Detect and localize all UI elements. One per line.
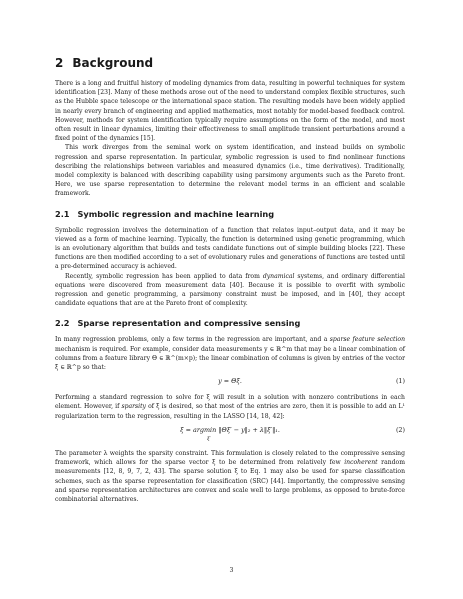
subsection-title: Sparse representation and compressive sensing <box>77 318 301 329</box>
symbolic-regression-paragraph-1: Symbolic regression involves the determination of a function that relates input–output data, and it may be viewed as a form of machine learning. Typically, the function is determined using genetic programming, which is an evolutionary algorithm that builds and tests candidate functions out of simple building blocks [22]. These functions are then modified according to a set of evolutionary rules and generations of functions are tested until a pre-determined accuracy is achieved. <box>55 226 405 271</box>
equation-2 <box>55 424 405 446</box>
text-run: In many regression problems, only a few terms in the regression are important, and a <box>55 336 330 344</box>
subsection-number: 2.2 <box>55 318 70 329</box>
section-title: Background <box>72 56 154 70</box>
equation-1 <box>55 375 405 390</box>
sparse-representation-paragraph-2 <box>55 393 405 421</box>
equation-2-body: ξ = argmin ‖Θξ′ − y‖₂ + λ‖ξ′‖₁. <box>180 425 280 434</box>
page-content <box>55 56 405 504</box>
symbolic-regression-paragraph-2 <box>55 272 405 309</box>
subsection-title: Symbolic regression and machine learning <box>77 208 275 219</box>
subsection-heading-symbolic-regression <box>55 209 405 220</box>
emphasis-text: incoherent <box>344 459 378 467</box>
emphasis-text: dynamical <box>262 272 295 280</box>
text-run: Performing a standard regression to solve for ξ will result in a solution with nonzero contributions in each element. However, if <box>55 394 405 411</box>
text-run: The parameter λ weights the sparsity constraint. This formulation is closely related to the compressive sensing framework, which allows for the sparse vector ξ to be determined from relatively few <box>55 449 405 467</box>
subsection-number: 2.1 <box>55 208 70 219</box>
text-run: Recently, symbolic regression has been applied to data from <box>65 272 263 280</box>
equation-1-number: (1) <box>395 377 405 386</box>
subsection-heading-sparse-representation <box>55 318 405 329</box>
emphasis-text: sparse feature selection <box>329 336 405 344</box>
section-heading <box>55 56 405 70</box>
sparse-representation-paragraph-1 <box>55 335 405 372</box>
equation-1-body: y = Θξ. <box>218 377 242 386</box>
intro-paragraph-2: This work diverges from the seminal work on system identification, and instead builds on symbolic regression and sparse representation. In particular, symbolic regression is used to find nonlinear functions describing the relationships between variables and measured dynamics (i.e., time derivatives). Traditionally, model complexity is balanced with describing capability using parsimony arguments such as the Pareto front. Here, we use sparse representation to determine the relevant model terms in an efficient and scalable framework. <box>55 144 405 198</box>
page-number: 3 <box>229 567 234 574</box>
text-run: mechanism is required. For example, consider data measurements y ∈ ℝ^m that may be a linear combination of columns from a feature library Θ ∈ ℝ^(m×p); the linear combination of columns is given by entries of the vector ξ ∈ ℝ^p so that: <box>55 345 405 372</box>
text-run: of ξ is desired, so that most of the entries are zero, then it is possible to add an L¹ regularization term to the regression, resulting in the LASSO [14, 18, 42]: <box>55 403 405 420</box>
sparse-representation-paragraph-3 <box>55 449 405 504</box>
intro-paragraph-1: There is a long and fruitful history of modeling dynamics from data, resulting in powerful techniques for system identification [23]. Many of these methods arose out of the need to understand complex flexible structures, such as the Hubble space telescope or the international space station. The resulting models have been widely applied in nearly every branch of engineering and applied mathematics, most notably for model-based feedback control. However, methods for system identification typically require assumptions on the form of the model, and most often result in linear dynamics, limiting their effectiveness to small amplitude transient perturbations around a fixed point of the dynamics [15]. <box>55 80 405 143</box>
equation-2-argmin-subscript: ξ′ <box>207 435 211 442</box>
section-number: 2 <box>55 56 64 70</box>
text-run: systems, and ordinary differential equations were discovered from measurement data [40]. Because it is possible to overfit with symbolic regression and genetic programming, a parsimony constraint must be imposed, and in [40], they accept candidate equations that are at the Pareto front of complexity. <box>55 272 405 308</box>
emphasis-text: sparsity <box>121 403 146 411</box>
text-run: random measurements [12, 8, 9, 7, 2, 43]. The sparse solution ξ to Eq. 1 may also be used for sparse classification schemes, such as the sparse representation for classification (SRC) [44]. Importantly, the compressive sensing and sparse representation architectures are convex and scale well to large problems, as opposed to brute-force combinatorial alternatives. <box>55 459 405 503</box>
equation-2-number: (2) <box>395 425 405 434</box>
